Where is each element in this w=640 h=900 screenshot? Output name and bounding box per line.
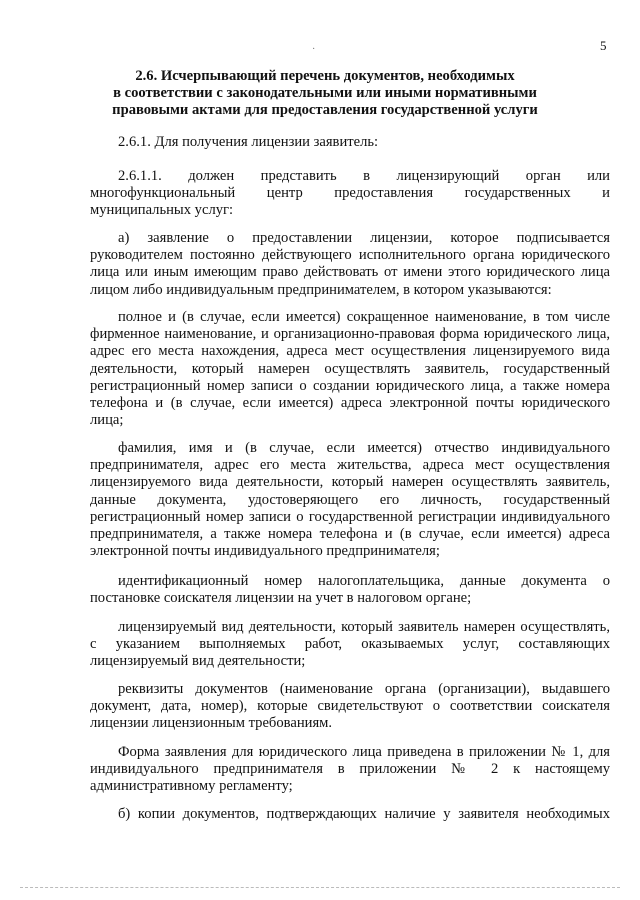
text-line: электронной почты индивидуального предпринимателя;	[90, 543, 440, 560]
text-line: лица или иным имеющим право действовать от имени этого юридического лица	[90, 264, 610, 281]
text-line: регистрационный номер записи о создании юридического лица, а также номера	[90, 377, 610, 394]
text-line: с указанием выполняемых работ, оказываемых услуг, составляющих	[90, 636, 610, 653]
text-line: б) копии документов, подтверждающих наличие у заявителя необходимых	[118, 806, 610, 822]
text-line: муниципальных услуг:	[90, 202, 234, 219]
text-line: документ, дата, номер), которые свидетельствуют о соответствии соискателя	[90, 698, 610, 715]
heading-line: правовыми актами для предоставления государственной услуги	[112, 102, 538, 118]
text-line: реквизиты документов (наименование органа (организации), выдавшего	[118, 681, 610, 697]
text-line: фирменное наименование, и организационно-правовая форма юридического лица,	[90, 326, 610, 343]
text-line: полное и (в случае, если имеется) сокращенное наименование, в том числе	[118, 309, 610, 325]
text-line: фамилия, имя и (в случае, если имеется) отчество индивидуального	[118, 440, 610, 456]
text-line: руководителем постоянно действующего исполнительного органа юридического	[90, 247, 610, 264]
heading-line: 2.6. Исчерпывающий перечень документов, необходимых	[135, 68, 515, 84]
paragraph-entrepreneur-info	[90, 440, 610, 560]
stray-mark: ·	[312, 44, 316, 55]
text-line: постановке соискателя лицензии на учет в налоговом органе;	[90, 590, 472, 607]
text-line: лица;	[90, 412, 124, 429]
text-line: Форма заявления для юридического лица приведена в приложении № 1, для	[118, 744, 610, 760]
text-line: данные документа, удостоверяющего его личность, государственный	[90, 491, 610, 508]
paragraph-tax-id	[90, 573, 610, 607]
text-line: а) заявление о предоставлении лицензии, которое подписывается	[118, 230, 610, 246]
text-line: 2.6.1. Для получения лицензии заявитель:	[118, 134, 379, 150]
paragraph-2-6-1-1	[90, 168, 610, 220]
text-line: предпринимателя, а также номера телефона и (в случае, если имеется) адреса	[90, 526, 610, 543]
paragraph-document-details	[90, 681, 610, 733]
section-heading	[90, 68, 560, 119]
heading-line: в соответствии с законодательными или иными нормативными	[113, 85, 537, 101]
text-line: предпринимателя, адрес его места жительства, адреса мест осуществления	[90, 457, 610, 474]
paragraph-item-b	[90, 806, 610, 823]
page-bottom-rule	[20, 887, 620, 888]
text-line: административному регламенту;	[90, 778, 293, 795]
text-line: многофункциональный центр предоставления государственных и	[90, 185, 610, 202]
text-line: идентификационный номер налогоплательщика, данные документа о	[118, 573, 610, 589]
text-line: деятельности, который намерен осуществлять заявитель, государственный	[90, 360, 610, 377]
paragraph-legal-entity-info	[90, 309, 610, 429]
text-line: адрес его места нахождения, адреса мест осуществления лицензируемого вида	[90, 343, 610, 360]
text-line: 2.6.1.1. должен представить в лицензирующий орган или	[118, 168, 610, 184]
paragraph-item-a	[90, 230, 610, 299]
paragraph-application-form	[90, 744, 610, 796]
text-line: лицензируемого вида деятельности, который намерен осуществлять заявитель,	[90, 474, 610, 491]
page-number: 5	[600, 38, 607, 53]
paragraph-activity-type	[90, 619, 610, 671]
text-line: лицензируемый вид деятельности, который заявитель намерен осуществлять,	[118, 619, 610, 635]
text-line: индивидуального предпринимателя в приложении № 2 к настоящему	[90, 761, 610, 778]
paragraph-2-6-1	[90, 134, 610, 151]
text-line: лицом либо индивидуальным предпринимателем, в котором указываются:	[90, 281, 552, 298]
text-line: телефона и (в случае, если имеется) адреса электронной почты юридического	[90, 395, 610, 412]
text-line: регистрационный номер записи о государственной регистрации индивидуального	[90, 508, 610, 525]
text-line: лицензируемый вид деятельности;	[90, 653, 306, 670]
text-line: лицензии лицензионным требованиям.	[90, 715, 333, 732]
